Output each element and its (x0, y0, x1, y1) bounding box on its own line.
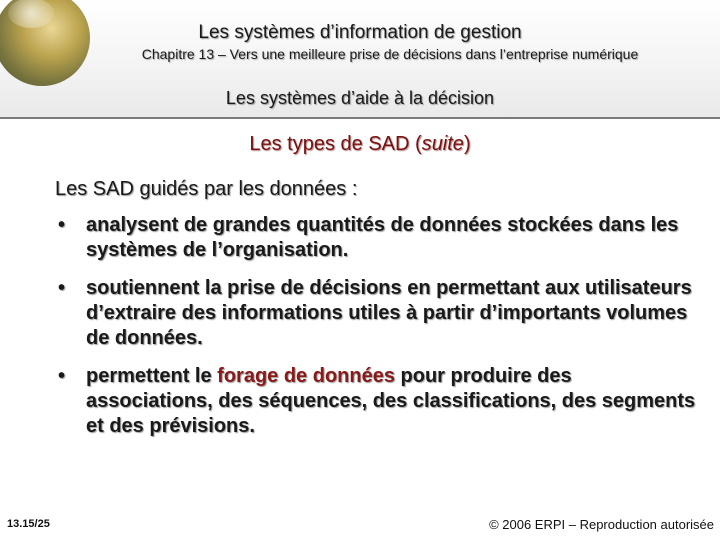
bullet-icon: • (58, 365, 66, 387)
list-item: • permettent le forage de données pour produire des associations, des séquences, des classifications, des segments et des prévisions. (58, 365, 696, 437)
copyright-notice: © 2006 ERPI – Reproduction autorisée (489, 517, 714, 532)
page-number: 13.15/25 (7, 518, 50, 530)
bullet-icon: • (58, 214, 66, 236)
bullet-icon: • (58, 277, 66, 299)
slide-header (0, 0, 720, 118)
lead-text: Les SAD guidés par les données : (55, 178, 358, 200)
highlight-term: forage de données (217, 365, 395, 387)
section-title: Les systèmes d’aide à la décision (225, 88, 495, 108)
header-divider (0, 117, 720, 119)
chapter-subtitle: Chapitre 13 – Vers une meilleure prise de décisions dans l’entreprise numérique (141, 46, 639, 62)
course-title: Les systèmes d’information de gestion (198, 22, 522, 43)
bullet-list (56, 213, 696, 439)
list-item: • soutiennent la prise de décisions en permettant aux utilisateurs d’extraire des informations utiles à partir d’importants volumes de données. (58, 277, 692, 349)
slide-title: Les types de SAD (suite) (249, 133, 471, 155)
list-item: • analysent de grandes quantités de données stockées dans les systèmes de l’organisation. (58, 214, 679, 261)
